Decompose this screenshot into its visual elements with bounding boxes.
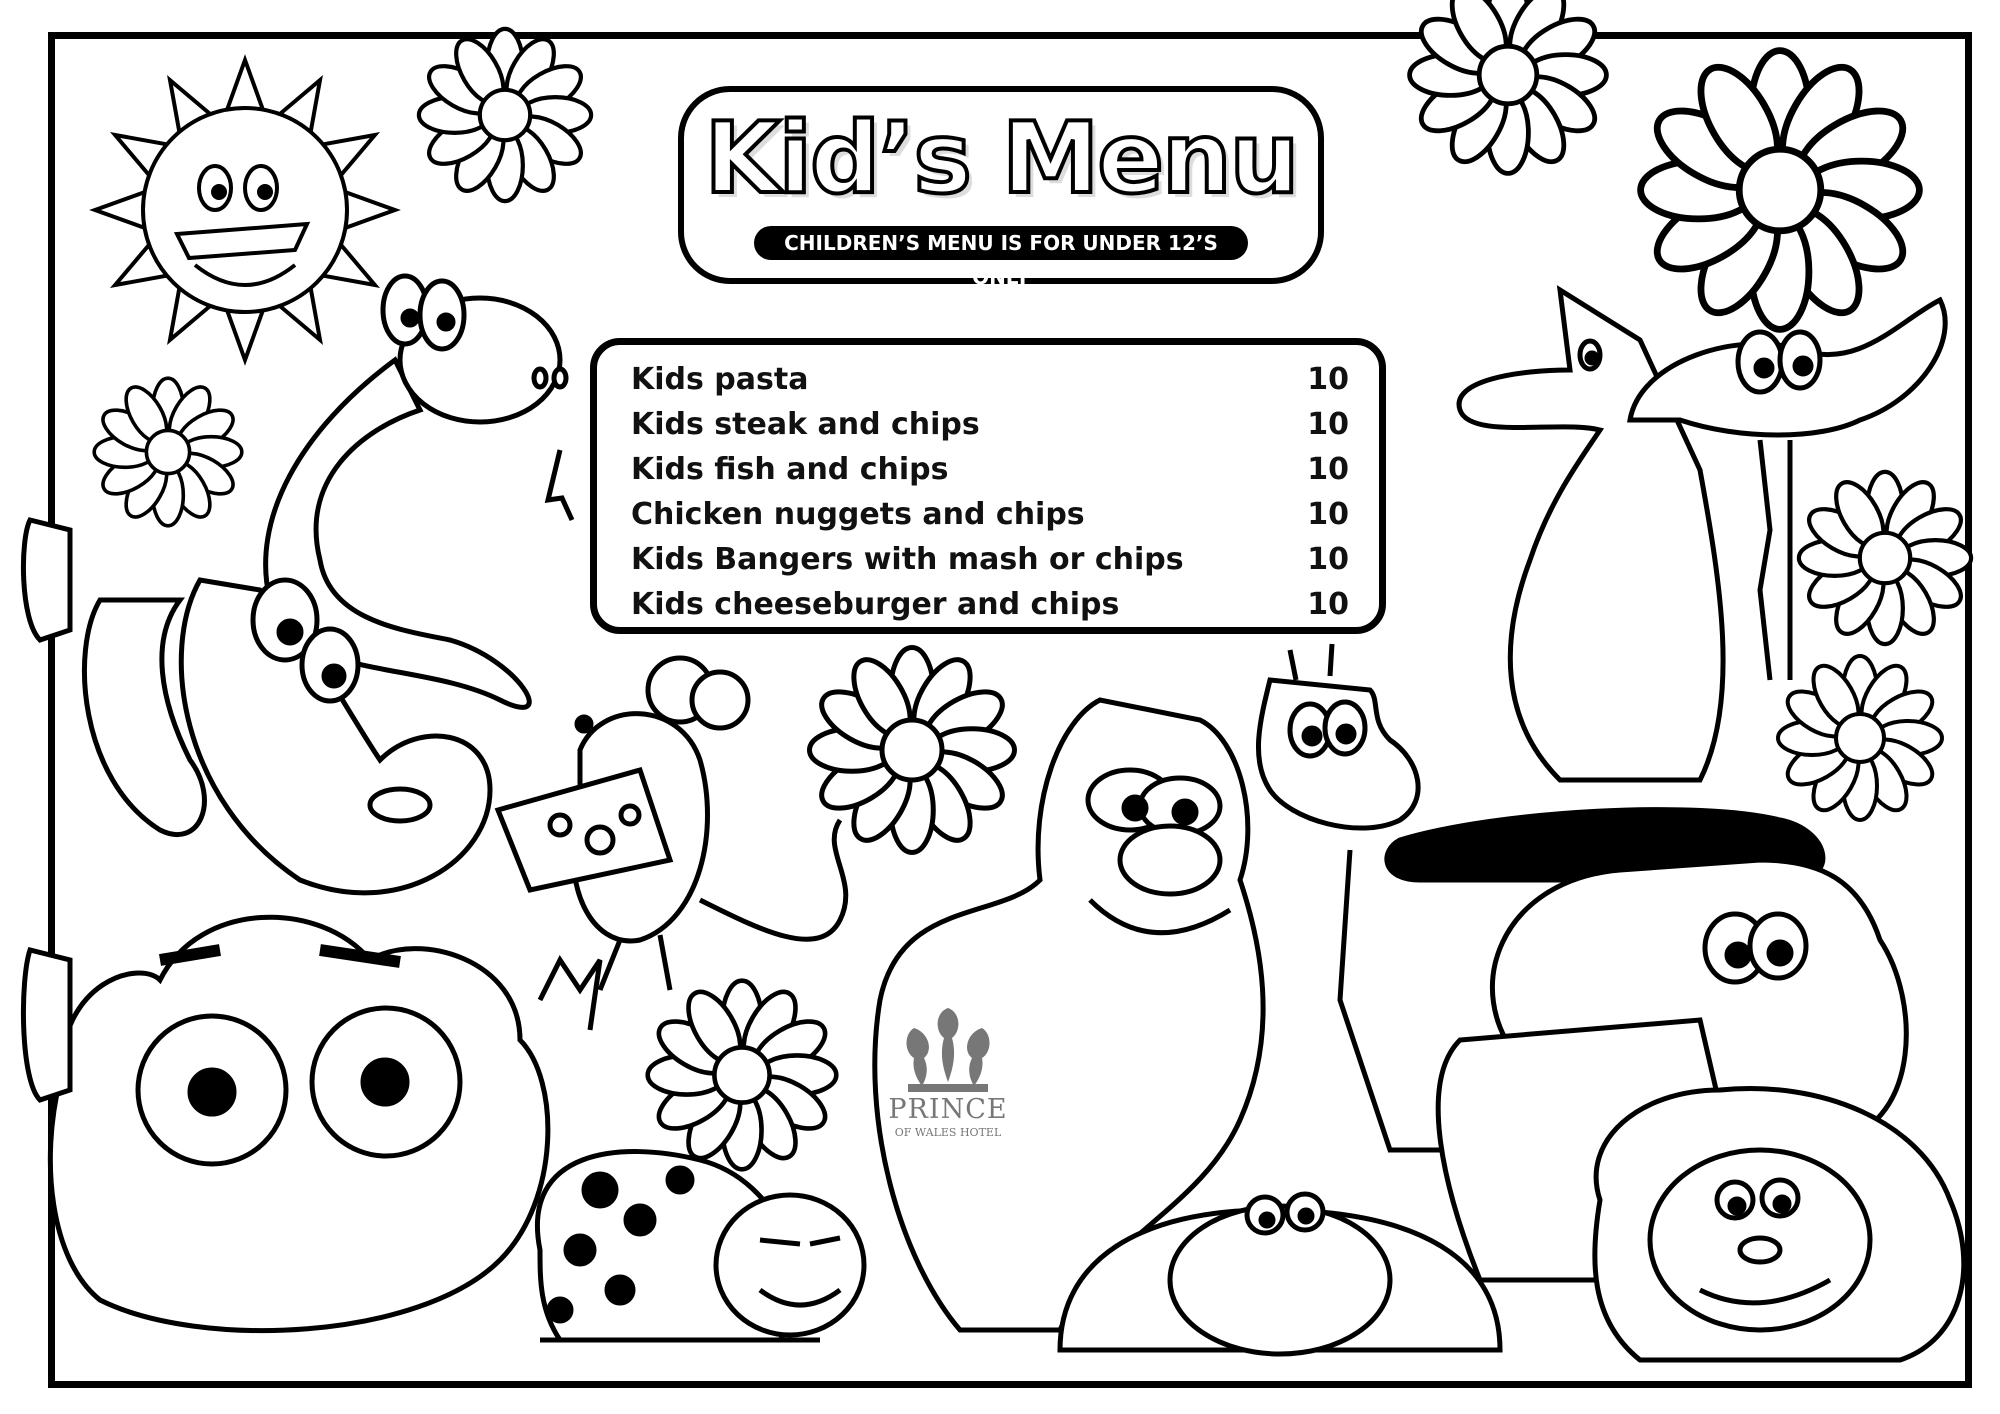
menu-item-price: 10 — [1307, 587, 1349, 622]
flower-icon — [1641, 51, 1920, 330]
sun-icon — [95, 60, 395, 360]
flower-icon — [1778, 656, 1942, 820]
menu-item-name: Kids Bangers with mash or chips — [631, 542, 1184, 577]
hotel-logo — [888, 1002, 1008, 1152]
menu-item — [631, 492, 1349, 537]
lion-icon — [1595, 1088, 1964, 1360]
menu-item — [631, 447, 1349, 492]
menu-item-name: Kids pasta — [631, 362, 809, 397]
giraffe-icon — [1258, 644, 1440, 1150]
menu-list — [590, 338, 1386, 634]
flower-icon — [648, 981, 837, 1170]
flower-icon — [419, 29, 591, 201]
menu-item-name: Kids cheeseburger and chips — [631, 587, 1120, 622]
frog-icon — [50, 917, 600, 1330]
menu-item — [631, 402, 1349, 447]
flower-icon — [1799, 472, 1971, 644]
menu-item-name: Kids fish and chips — [631, 452, 949, 487]
menu-item-price: 10 — [1307, 407, 1349, 442]
page-title: Kid’s Menu — [704, 102, 1298, 216]
elephant-icon — [84, 580, 490, 893]
menu-item — [631, 357, 1349, 402]
feathers-crest-icon — [888, 1002, 1008, 1094]
flower-icon — [1410, 0, 1607, 173]
menu-item-price: 10 — [1307, 542, 1349, 577]
menu-item — [631, 582, 1349, 627]
logo-name: PRINCE — [888, 1094, 1008, 1125]
mouse-icon — [498, 658, 846, 990]
menu-item — [631, 537, 1349, 582]
menu-item-name: Chicken nuggets and chips — [631, 497, 1085, 532]
title-panel — [678, 86, 1324, 289]
age-restriction-banner: CHILDREN’S MENU IS FOR UNDER 12’S ONLY — [754, 226, 1248, 260]
menu-item-name: Kids steak and chips — [631, 407, 980, 442]
hand-icon — [23, 520, 70, 1100]
menu-item-price: 10 — [1307, 452, 1349, 487]
ladybug-icon — [537, 1152, 864, 1340]
menu-item-price: 10 — [1307, 497, 1349, 532]
flower-icon — [94, 378, 242, 526]
menu-item-price: 10 — [1307, 362, 1349, 397]
logo-subtitle: OF WALES HOTEL — [894, 1126, 1002, 1139]
